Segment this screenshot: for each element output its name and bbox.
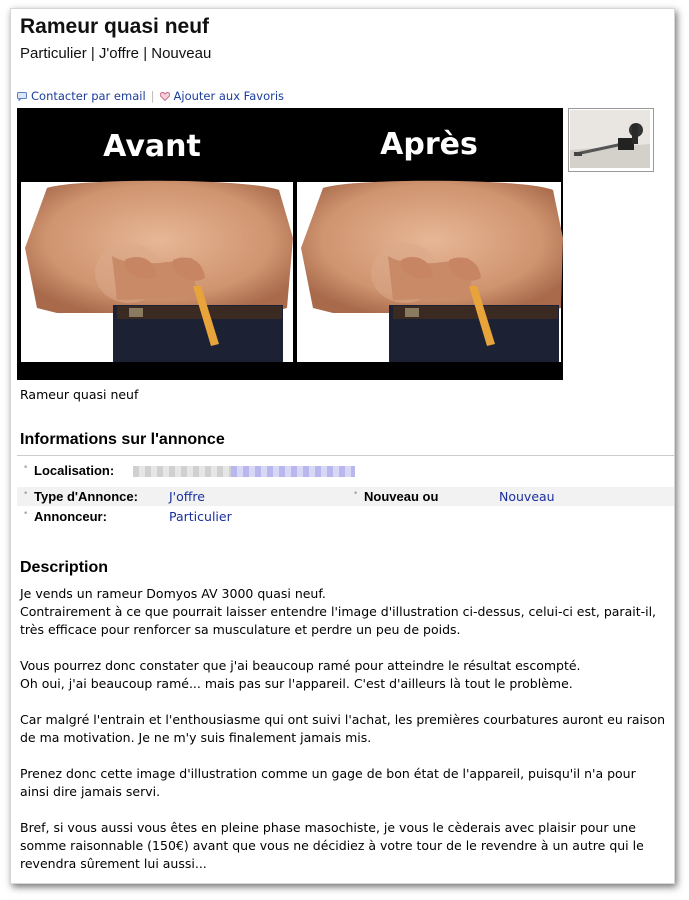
listing-subtitle: Particulier | J'offre | Nouveau: [20, 45, 212, 62]
description-paragraph: Vous pourrez donc constater que j'ai beaucoup ramé pour atteindre le résultat escompté. Oh oui, j'ai beaucoup ramé... mais pas sur l'appareil. C'est d'ailleurs là tout le problème.: [20, 658, 581, 691]
annonceur-row: [17, 507, 674, 526]
description-heading: Description: [20, 559, 109, 576]
localisation-blurred-value: [133, 466, 231, 477]
info-divider: [17, 455, 674, 456]
nouveau-label: Nouveau ou: [364, 489, 439, 504]
image-caption: Rameur quasi neuf: [20, 387, 139, 402]
localisation-blurred-link[interactable]: [231, 466, 355, 477]
bullet-icon: •: [353, 489, 359, 499]
listing-page: [10, 8, 675, 884]
main-listing-image[interactable]: [17, 108, 563, 380]
description-body: [20, 585, 668, 891]
type-row: [17, 487, 674, 506]
action-bar: [17, 89, 284, 103]
annonceur-label: Annonceur:: [34, 509, 107, 524]
description-paragraph: Car malgré l'entrain et l'enthousiasme qui ont suivi l'achat, les premières courbatures auront eu raison de ma motivation. Je ne m'y suis finalement jamais mis.: [20, 712, 666, 745]
add-favorite-link[interactable]: [160, 89, 285, 103]
speech-bubble-icon: [17, 92, 27, 101]
after-panel: [297, 181, 563, 362]
nouveau-value[interactable]: Nouveau: [499, 489, 555, 504]
type-value[interactable]: J'offre: [169, 489, 205, 504]
type-label: Type d'Annonce:: [34, 489, 138, 504]
before-panel: [21, 181, 293, 362]
bullet-icon: •: [23, 489, 29, 499]
after-label: Après: [380, 127, 478, 162]
page-title: Rameur quasi neuf: [20, 15, 210, 38]
localisation-row: [17, 461, 674, 480]
localisation-label: Localisation:: [34, 463, 115, 478]
before-label: Avant: [103, 129, 201, 164]
bullet-icon: •: [23, 463, 29, 473]
description-paragraph: Prenez donc cette image d'illustration comme un gage de bon état de l'appareil, puisqu'il n'a pour ainsi dire jamais servi.: [20, 766, 636, 799]
bullet-icon: •: [23, 509, 29, 519]
annonceur-value[interactable]: Particulier: [169, 509, 232, 524]
add-favorite-label: Ajouter aux Favoris: [173, 89, 285, 103]
thumbnail-image[interactable]: [568, 108, 654, 172]
info-heading: Informations sur l'annonce: [20, 431, 225, 448]
description-paragraph: Je vends un rameur Domyos AV 3000 quasi neuf. Contrairement à ce que pourrait laisser entendre l'image d'illustration ci-dessus, celui-ci est, parait-il, très efficace pour renforcer sa musculature et perdre un peu de poids.: [20, 586, 657, 637]
action-separator: |: [150, 89, 155, 103]
heart-icon: [160, 92, 170, 101]
contact-email-link[interactable]: [17, 89, 146, 103]
contact-email-label: Contacter par email: [31, 89, 146, 103]
description-paragraph: Bref, si vous aussi vous êtes en pleine phase masochiste, je vous le cèderais avec plaisir pour une somme raisonnable (150€) avant que vous ne décidiez à votre tour de le revendre à un autre qui le revendra sûrement lui aussi...: [20, 820, 644, 871]
